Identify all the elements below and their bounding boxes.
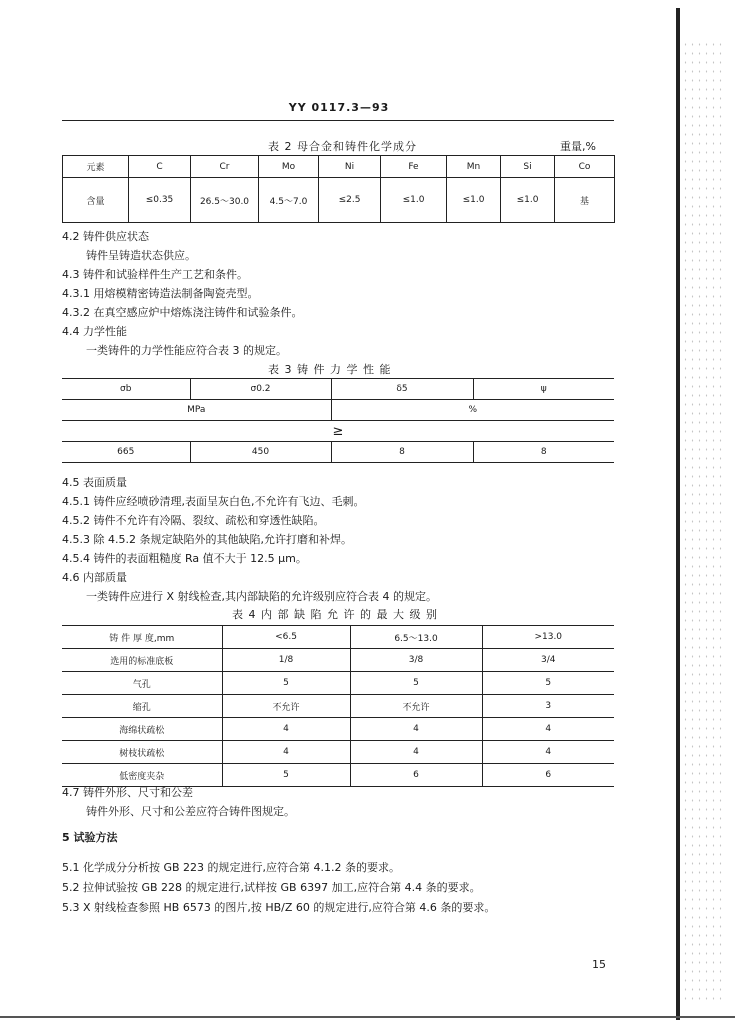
table-cell: 4 (482, 718, 614, 741)
table-row (62, 672, 614, 695)
section-4-3-2: 4.3.2 在真空感应炉中熔炼浇注铸件和试验条件。 (62, 306, 303, 319)
table-cell: 4 (482, 741, 614, 764)
section-5-3: 5.3 X 射线检查参照 HB 6573 的图片,按 HB/Z 60 的规定进行,应符合第 4.6 条的要求。 (62, 901, 496, 914)
table4-header-row (62, 626, 614, 649)
table-cell: Fe (381, 156, 447, 178)
table-cell: 元素 (63, 156, 129, 178)
table-cell: Mo (259, 156, 319, 178)
table-row (62, 649, 614, 672)
section-4-7-text: 铸件外形、尺寸和公差应符合铸件图规定。 (86, 805, 295, 818)
table-cell: 8 (473, 442, 614, 463)
header-rule (62, 120, 614, 121)
table-cell: 4 (350, 718, 482, 741)
section-4-3-1: 4.3.1 用熔模精密铸造法制备陶瓷壳型。 (62, 287, 259, 300)
section-4-5-4: 4.5.4 铸件的表面粗糙度 Ra 值不大于 12.5 μm。 (62, 552, 307, 565)
table-cell: Mn (447, 156, 501, 178)
page-number: 15 (592, 958, 606, 971)
table-cell: 选用的标准底板 (62, 649, 222, 672)
table-cell: Cr (191, 156, 259, 178)
table-cell: 5 (350, 672, 482, 695)
table-cell: 低密度夹杂 (62, 764, 222, 787)
section-4-4-heading: 4.4 力学性能 (62, 325, 127, 338)
table-cell: 4.5～7.0 (259, 178, 319, 223)
table-cell: ≤0.35 (129, 178, 191, 223)
section-4-2-text: 铸件呈铸造状态供应。 (86, 249, 196, 262)
table-row (62, 695, 614, 718)
table-cell: δ5 (331, 379, 473, 400)
scan-edge-right (676, 8, 680, 1020)
section-5-2: 5.2 拉伸试验按 GB 228 的规定进行,试样按 GB 6397 加工,应符合第 4.4 条的要求。 (62, 881, 481, 894)
table3-header-row (62, 379, 614, 400)
table2-header-row (63, 156, 615, 178)
table-cell: Co (555, 156, 615, 178)
section-4-3-heading: 4.3 铸件和试验样件生产工艺和条件。 (62, 268, 248, 281)
table2-unit: 重量,% (560, 140, 596, 153)
table3-value-row (62, 442, 614, 463)
table-cell: ψ (473, 379, 614, 400)
table-cell: C (129, 156, 191, 178)
table-cell: 4 (222, 741, 350, 764)
table-cell: 26.5～30.0 (191, 178, 259, 223)
table-cell: 气孔 (62, 672, 222, 695)
table-cell: 450 (190, 442, 331, 463)
table-cell: 6 (350, 764, 482, 787)
document-header: YY 0117.3—93 (288, 101, 390, 114)
section-4-6-heading: 4.6 内部质量 (62, 571, 127, 584)
table2-data-row (63, 178, 615, 223)
table3 (62, 378, 614, 463)
section-4-4-text: 一类铸件的力学性能应符合表 3 的规定。 (86, 344, 287, 357)
table-cell: 4 (222, 718, 350, 741)
table-cell: σ0.2 (190, 379, 331, 400)
section-4-5-3: 4.5.3 除 4.5.2 条规定缺陷外的其他缺陷,允许打磨和补焊。 (62, 533, 352, 546)
table-cell: 6 (482, 764, 614, 787)
section-4-5-heading: 4.5 表面质量 (62, 476, 127, 489)
section-4-6-text: 一类铸件应进行 X 射线检查,其内部缺陷的允许级别应符合表 4 的规定。 (86, 590, 438, 603)
table-cell: Si (501, 156, 555, 178)
table-cell: 海绵状疏松 (62, 718, 222, 741)
table-row (62, 741, 614, 764)
table-cell: 不允许 (222, 695, 350, 718)
section-4-2-heading: 4.2 铸件供应状态 (62, 230, 149, 243)
table-cell: ≤1.0 (447, 178, 501, 223)
table-cell: 665 (62, 442, 190, 463)
table-cell: 铸 件 厚 度,mm (62, 626, 222, 649)
table2 (62, 155, 615, 223)
section-4-5-2: 4.5.2 铸件不允许有冷隔、裂纹、疏松和穿透性缺陷。 (62, 514, 325, 527)
table-cell: 树枝状疏松 (62, 741, 222, 764)
table2-caption: 表 2 母合金和铸件化学成分 (268, 140, 417, 153)
section-4-7-heading: 4.7 铸件外形、尺寸和公差 (62, 786, 193, 799)
table-cell: 8 (331, 442, 473, 463)
table-cell: 1/8 (222, 649, 350, 672)
table4-caption: 表 4 内 部 缺 陷 允 许 的 最 大 级 别 (232, 608, 438, 621)
table-cell: 3/4 (482, 649, 614, 672)
table-cell: 3 (482, 695, 614, 718)
section-5-1: 5.1 化学成分分析按 GB 223 的规定进行,应符合第 4.1.2 条的要求。 (62, 861, 401, 874)
table-cell: ≤1.0 (501, 178, 555, 223)
table-cell: 不允许 (350, 695, 482, 718)
table-cell: ≤1.0 (381, 178, 447, 223)
table-cell: 5 (222, 764, 350, 787)
table-cell: 含量 (63, 178, 129, 223)
table-cell: 基 (555, 178, 615, 223)
scan-noise (682, 40, 722, 1000)
table-cell: % (331, 400, 614, 421)
table-cell: >13.0 (482, 626, 614, 649)
table-cell: ≥ (62, 421, 614, 442)
table3-relation-row (62, 421, 614, 442)
table-cell: <6.5 (222, 626, 350, 649)
table3-caption: 表 3 铸 件 力 学 性 能 (268, 363, 392, 376)
table-row (62, 718, 614, 741)
table-cell: 缩孔 (62, 695, 222, 718)
table-cell: MPa (62, 400, 331, 421)
table4 (62, 625, 614, 787)
table3-unit-row (62, 400, 614, 421)
table-cell: ≤2.5 (319, 178, 381, 223)
table-cell: σb (62, 379, 190, 400)
table-cell: 4 (350, 741, 482, 764)
table-cell: 3/8 (350, 649, 482, 672)
section-5-heading: 5 试验方法 (62, 831, 118, 844)
scan-edge-bottom (0, 1016, 735, 1018)
table-cell: Ni (319, 156, 381, 178)
table-cell: 6.5～13.0 (350, 626, 482, 649)
section-4-5-1: 4.5.1 铸件应经喷砂清理,表面呈灰白色,不允许有飞边、毛刺。 (62, 495, 365, 508)
table-cell: 5 (482, 672, 614, 695)
table-cell: 5 (222, 672, 350, 695)
